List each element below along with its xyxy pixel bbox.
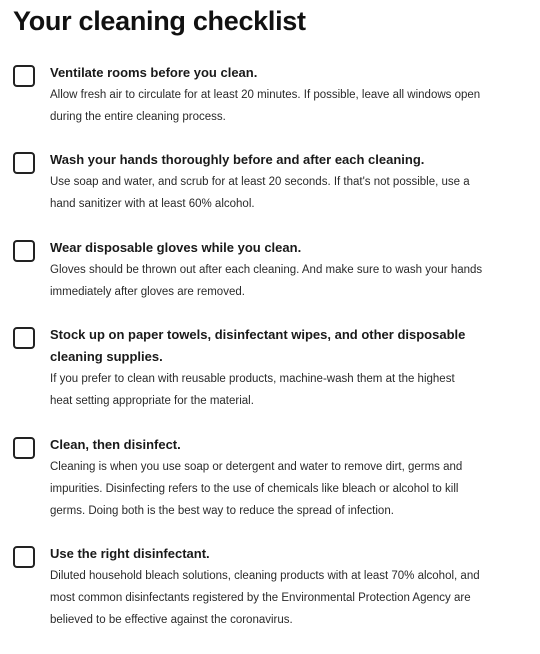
checkbox[interactable] [13,546,35,568]
item-title: Clean, then disinfect. [50,437,181,452]
item-description [50,565,520,631]
item-title: Use the right disinfectant. [50,546,210,561]
description-line: immediately after gloves are removed. [50,286,245,298]
item-description [50,84,520,128]
description-line: hand sanitizer with at least 60% alcohol. [50,198,255,210]
item-title: Ventilate rooms before you clean. [50,65,258,80]
checkbox[interactable] [13,65,35,87]
description-line: Use soap and water, and scrub for at least 20 seconds. If that's not possible, use a [50,176,470,188]
description-line: heat setting appropriate for the material. [50,395,254,407]
description-line: Diluted household bleach solutions, cleaning products with at least 70% alcohol, and [50,570,480,582]
description-line: most common disinfectants registered by the Environmental Protection Agency are [50,592,471,604]
item-description [50,368,520,412]
description-line: If you prefer to clean with reusable products, machine-wash them at the highest [50,373,455,385]
item-title: Wash your hands thoroughly before and after each cleaning. [50,152,425,167]
description-line: impurities. Disinfecting refers to the use of chemicals like bleach or alcohol to kill [50,483,459,495]
item-title-line: cleaning supplies. [50,349,163,364]
page-title: Your cleaning checklist [13,6,306,36]
description-line: Allow fresh air to circulate for at least 20 minutes. If possible, leave all windows open [50,89,481,101]
item-title-line: Stock up on paper towels, disinfectant wipes, and other disposable [50,327,466,342]
checkbox[interactable] [13,327,35,349]
checkbox[interactable] [13,437,35,459]
item-description [50,259,520,303]
description-line: germs. Doing both is the best way to reduce the spread of infection. [50,505,394,517]
item-description [50,171,520,215]
description-line: believed to be effective against the coronavirus. [50,614,293,626]
item-description [50,456,520,522]
checkbox[interactable] [13,152,35,174]
checkbox[interactable] [13,240,35,262]
description-line: during the entire cleaning process. [50,111,226,123]
description-line: Cleaning is when you use soap or detergent and water to remove dirt, germs and [50,461,463,473]
item-title [50,324,520,368]
description-line: Gloves should be thrown out after each cleaning. And make sure to wash your hands [50,264,483,276]
item-title: Wear disposable gloves while you clean. [50,240,302,255]
